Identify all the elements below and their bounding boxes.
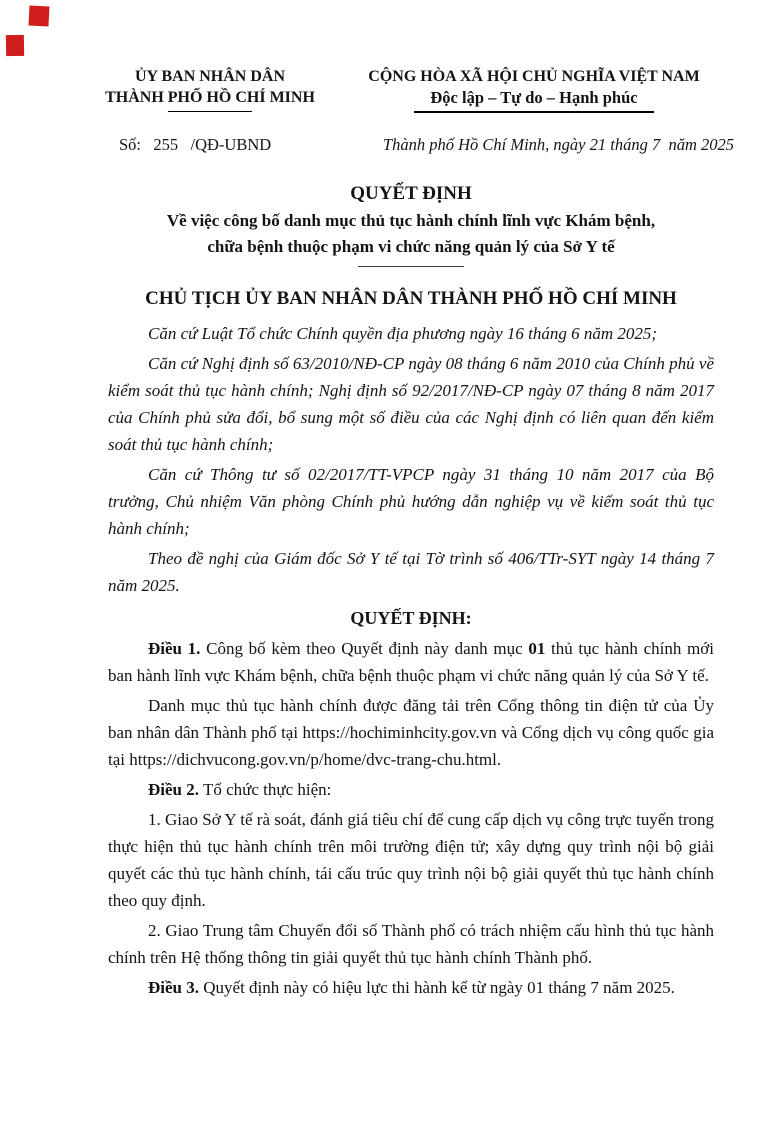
- issuing-org-block: [92, 66, 328, 113]
- article-2-text: Tổ chức thực hiện:: [199, 780, 332, 799]
- national-motto-block: [348, 66, 720, 113]
- national-motto: Độc lập – Tự do – Hạnh phúc: [430, 88, 638, 107]
- org-underline: [168, 111, 252, 112]
- place-and-date: Thành phố Hồ Chí Minh, ngày 21 tháng 7 năm 2025: [382, 135, 734, 154]
- issuing-authority-heading: CHỦ TỊCH ỦY BAN NHÂN DÂN THÀNH PHỐ HỒ CHÍ MINH: [145, 288, 677, 309]
- document-meta-row: [92, 135, 734, 155]
- red-stamp-mark-1: [28, 5, 49, 26]
- document-content: [105, 66, 734, 1001]
- document-subtitle: [108, 208, 714, 260]
- document-number: Số: 255 /QĐ-UBND: [119, 135, 272, 154]
- subtitle-line1: Về việc công bố danh mục thủ tục hành chính lĩnh vực Khám bệnh,: [166, 211, 656, 230]
- article-3-text: Quyết định này có hiệu lực thi hành kể từ ngày 01 tháng 7 năm 2025.: [199, 978, 675, 997]
- article-1-text-a: Công bố kèm theo Quyết định này danh mục: [200, 639, 529, 658]
- subtitle-underline: [358, 266, 464, 267]
- preamble-paragraph: Căn cứ Nghị định số 63/2010/NĐ-CP ngày 08 tháng 6 năm 2010 của Chính phủ về kiểm soát thủ tục hành chính; Nghị định số 92/2017/NĐ-CP ngày 07 tháng 8 năm 2017 của Chính phủ sửa đổi, bổ sung một số điều của các Nghị định có liên quan đến kiểm soát thủ tục hành chính;: [108, 354, 714, 454]
- preamble-paragraph: Căn cứ Luật Tổ chức Chính quyền địa phương ngày 16 tháng 6 năm 2025;: [148, 324, 658, 343]
- preamble-paragraph: Theo đề nghị của Giám đốc Sở Y tế tại Tờ trình số 406/TTr-SYT ngày 14 tháng 7 năm 2025.: [108, 549, 714, 595]
- article-3-lead: Điều 3.: [148, 978, 199, 997]
- red-stamp-mark-2: [6, 35, 24, 56]
- article-2-paragraph: [108, 776, 714, 803]
- article-1-lead: Điều 1.: [148, 639, 201, 658]
- issuing-org-line2: THÀNH PHỐ HỒ CHÍ MINH: [105, 89, 315, 106]
- publication-paragraph: Danh mục thủ tục hành chính được đăng tải trên Cổng thông tin điện tử của Ủy ban nhân dân Thành phố tại https://hochiminhcity.gov.vn và Cổng dịch vụ công quốc gia tại https://dichvucong.gov.vn/p/home/dvc-trang-chu.html.: [108, 696, 714, 769]
- implementation-item-2: 2. Giao Trung tâm Chuyển đổi số Thành phố có trách nhiệm cấu hình thủ tục hành chính trên Hệ thống thông tin giải quyết thủ tục hành chính Thành phố.: [108, 921, 714, 967]
- motto-underline: [414, 111, 654, 113]
- issuing-org-line1: ỦY BAN NHÂN DÂN: [134, 68, 286, 85]
- document-header: [92, 66, 720, 113]
- subtitle-line2: chữa bệnh thuộc phạm vi chức năng quản lý của Sở Y tế: [207, 237, 615, 256]
- document-body: [108, 320, 714, 1001]
- document-title: QUYẾT ĐỊNH: [350, 183, 472, 204]
- decision-heading: QUYẾT ĐỊNH:: [350, 608, 472, 628]
- preamble-paragraph: Căn cứ Thông tư số 02/2017/TT-VPCP ngày 31 tháng 10 năm 2017 của Bộ trưởng, Chủ nhiệm Văn phòng Chính phủ hướng dẫn nghiệp vụ về kiểm soát thủ tục hành chính;: [108, 465, 714, 538]
- article-3-paragraph: [108, 974, 714, 1001]
- national-title: CỘNG HÒA XÃ HỘI CHỦ NGHĨA VIỆT NAM: [368, 68, 700, 85]
- title-block: [108, 181, 714, 311]
- implementation-item-1: 1. Giao Sở Y tế rà soát, đánh giá tiêu chí để cung cấp dịch vụ công trực tuyến trong thực hiện thủ tục hành chính trên môi trường điện tử; xây dựng quy trình nội bộ giải quyết các thủ tục hành chính, tái cấu trúc quy trình nội bộ giải quyết thủ tục hành chính theo quy định.: [108, 810, 714, 910]
- article-1-bold-count: 01: [528, 639, 546, 658]
- article-2-lead: Điều 2.: [148, 780, 199, 799]
- article-1-paragraph: [108, 635, 714, 689]
- article-1-text-b: thủ tục hành chính mới ban hành lĩnh vực Khám bệnh, chữa bệnh thuộc phạm vi chức năng quản lý của Sở Y tế.: [108, 639, 714, 685]
